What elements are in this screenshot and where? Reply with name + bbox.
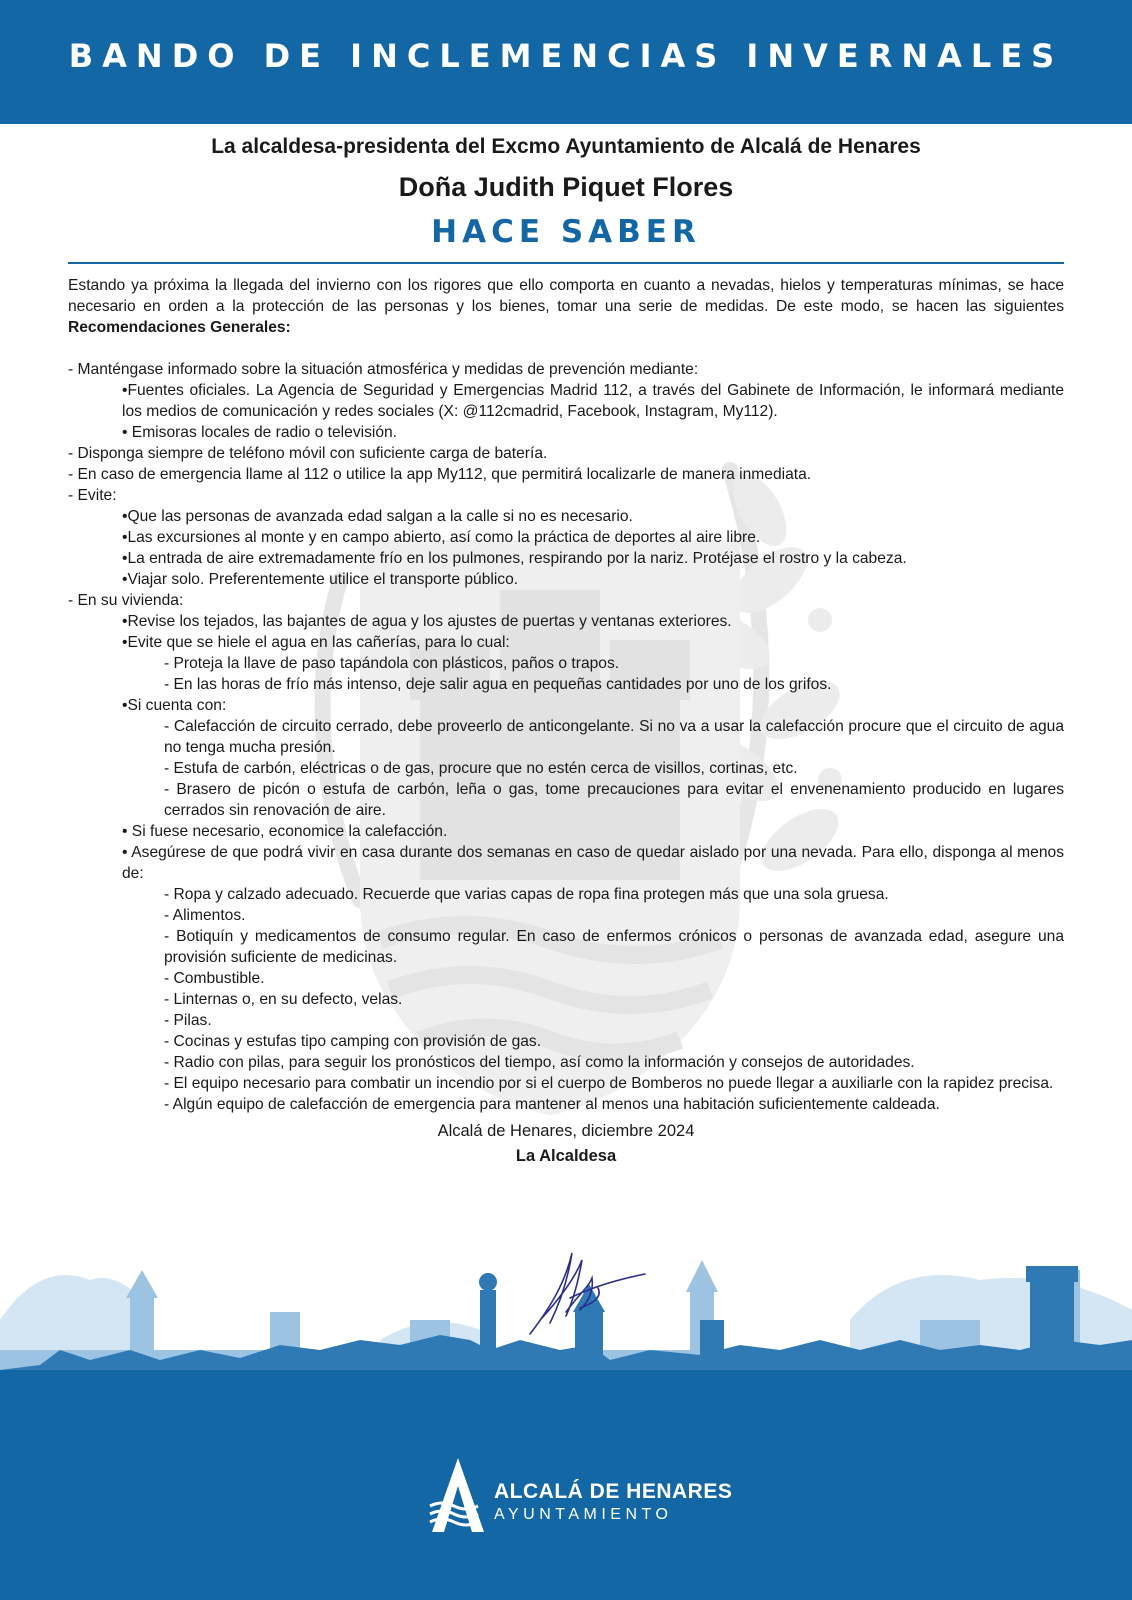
- recommendation-line: •Viajar solo. Preferentemente utilice el transporte público.: [122, 571, 519, 588]
- document-body: [68, 130, 1064, 1169]
- recommendation-line: - Alimentos.: [164, 907, 246, 924]
- recommendation-line: •Que las personas de avanzada edad salgan a la calle si no es necesario.: [122, 508, 633, 525]
- intro-text: Estando ya próxima la llegada del invierno con los rigores que ello comporta en cuanto a nevadas, hielos y temperaturas mínimas, se hace necesario en orden a la protección de las personas y los bienes, tomar una serie de medidas. De este modo, se hacen las siguientes: [68, 277, 1064, 315]
- recommendation-line: • Asegúrese de que podrá vivir en casa durante dos semanas en caso de quedar aislado por una nevada. Para ello, disponga al menos de:: [122, 844, 1064, 882]
- recommendation-line: •Si cuenta con:: [122, 697, 227, 714]
- recommendation-line: - Estufa de carbón, eléctricas o de gas, procure que no estén cerca de visillos, cortinas, etc.: [164, 760, 798, 777]
- recommendation-line: •La entrada de aire extremadamente frío en los pulmones, respirando por la nariz. Protéjase el rostro y la cabeza.: [122, 550, 907, 567]
- alcala-a-logo-icon: [428, 1456, 488, 1534]
- recommendation-line: •Revise los tejados, las bajantes de agua y los ajustes de puertas y ventanas exteriores.: [122, 613, 732, 630]
- spacer: [68, 338, 1064, 359]
- recommendation-line: - Calefacción de circuito cerrado, debe proveerlo de anticongelante. Si no va a usar la calefacción procure que el circuito de agua no tenga mucha presión.: [164, 718, 1064, 756]
- recommendation-line: - En caso de emergencia llame al 112 o utilice la app My112, que permitirá localizarle de manera inmediata.: [68, 466, 812, 483]
- recommendation-line: - Botiquín y medicamentos de consumo regular. En caso de enfermos crónicos o personas de avanzada edad, asegure una provisión suficiente de medicinas.: [164, 928, 1064, 966]
- recommendation-line: - Disponga siempre de teléfono móvil con suficiente carga de batería.: [68, 445, 548, 462]
- mayor-name: Doña Judith Piquet Flores: [398, 172, 734, 202]
- recommendation-line: - Proteja la llave de paso tapándola con plásticos, paños o trapos.: [164, 655, 620, 672]
- header-banner: [0, 0, 1132, 124]
- recommendation-line: - Algún equipo de calefacción de emergencia para mantener al menos una habitación suficientemente caldeada.: [164, 1096, 940, 1113]
- divider: [68, 262, 1064, 264]
- recommendation-line: - Brasero de picón o estufa de carbón, leña o gas, tome precauciones para evitar el envenenamiento producido en lugares cerrados sin renovación de aire.: [164, 781, 1064, 819]
- recommendation-line: - Pilas.: [164, 1012, 212, 1029]
- logo-subtitle: AYUNTAMIENTO: [494, 1506, 673, 1523]
- recommendation-line: - Radio con pilas, para seguir los pronósticos del tiempo, así como la información y consejos de autoridades.: [164, 1054, 915, 1071]
- recommendation-list: [68, 359, 1064, 1115]
- recommendation-line: •Evite que se hiele el agua en las cañerías, para lo cual:: [122, 634, 510, 651]
- logo-name: ALCALÁ DE HENARES: [494, 1480, 733, 1503]
- hace-saber-heading: HACE SABER: [431, 214, 701, 250]
- recommendation-line: - Evite:: [68, 487, 117, 504]
- recommendation-line: - Combustible.: [164, 970, 265, 987]
- issuer-line: La alcaldesa-presidenta del Excmo Ayuntamiento de Alcalá de Henares: [211, 135, 921, 158]
- closing-block: [68, 1119, 1064, 1169]
- recommendation-line: - Linternas o, en su defecto, velas.: [164, 991, 403, 1008]
- recommendation-line: • Si fuese necesario, economice la calefacción.: [122, 823, 448, 840]
- intro-bold: Recomendaciones Generales:: [68, 319, 291, 336]
- recommendation-line: •Fuentes oficiales. La Agencia de Seguridad y Emergencias Madrid 112, a través del Gabinete de Información, le informará mediante los medios de comunicación y redes sociales (X: @112cmadrid, Facebook, Instagram, My112).: [122, 382, 1064, 420]
- banner-title: BANDO DE INCLEMENCIAS INVERNALES: [68, 37, 1064, 75]
- recommendation-line: - Ropa y calzado adecuado. Recuerde que varias capas de ropa fina protegen más que una sola gruesa.: [164, 886, 889, 903]
- ayuntamiento-logo: [428, 1456, 733, 1536]
- recommendation-line: •Las excursiones al monte y en campo abierto, así como la práctica de deportes al aire libre.: [122, 529, 761, 546]
- recommendations-text: [68, 275, 1064, 1115]
- recommendation-line: - En su vivienda:: [68, 592, 184, 609]
- intro-paragraph: [68, 275, 1064, 338]
- recommendation-line: - En las horas de frío más intenso, deje salir agua en pequeñas cantidades por uno de los grifos.: [164, 676, 832, 693]
- place-date: Alcalá de Henares, diciembre 2024: [437, 1122, 695, 1140]
- recommendation-line: • Emisoras locales de radio o televisión.: [122, 424, 398, 441]
- recommendation-line: - El equipo necesario para combatir un incendio por si el cuerpo de Bomberos no puede llegar a auxiliarle con la rapidez precisa.: [164, 1075, 1054, 1092]
- recommendation-line: - Cocinas y estufas tipo camping con provisión de gas.: [164, 1033, 542, 1050]
- handwritten-signature-icon: [520, 1248, 650, 1338]
- signatory-role: La Alcaldesa: [515, 1147, 617, 1165]
- recommendation-line: - Manténgase informado sobre la situación atmosférica y medidas de prevención mediante:: [68, 361, 699, 378]
